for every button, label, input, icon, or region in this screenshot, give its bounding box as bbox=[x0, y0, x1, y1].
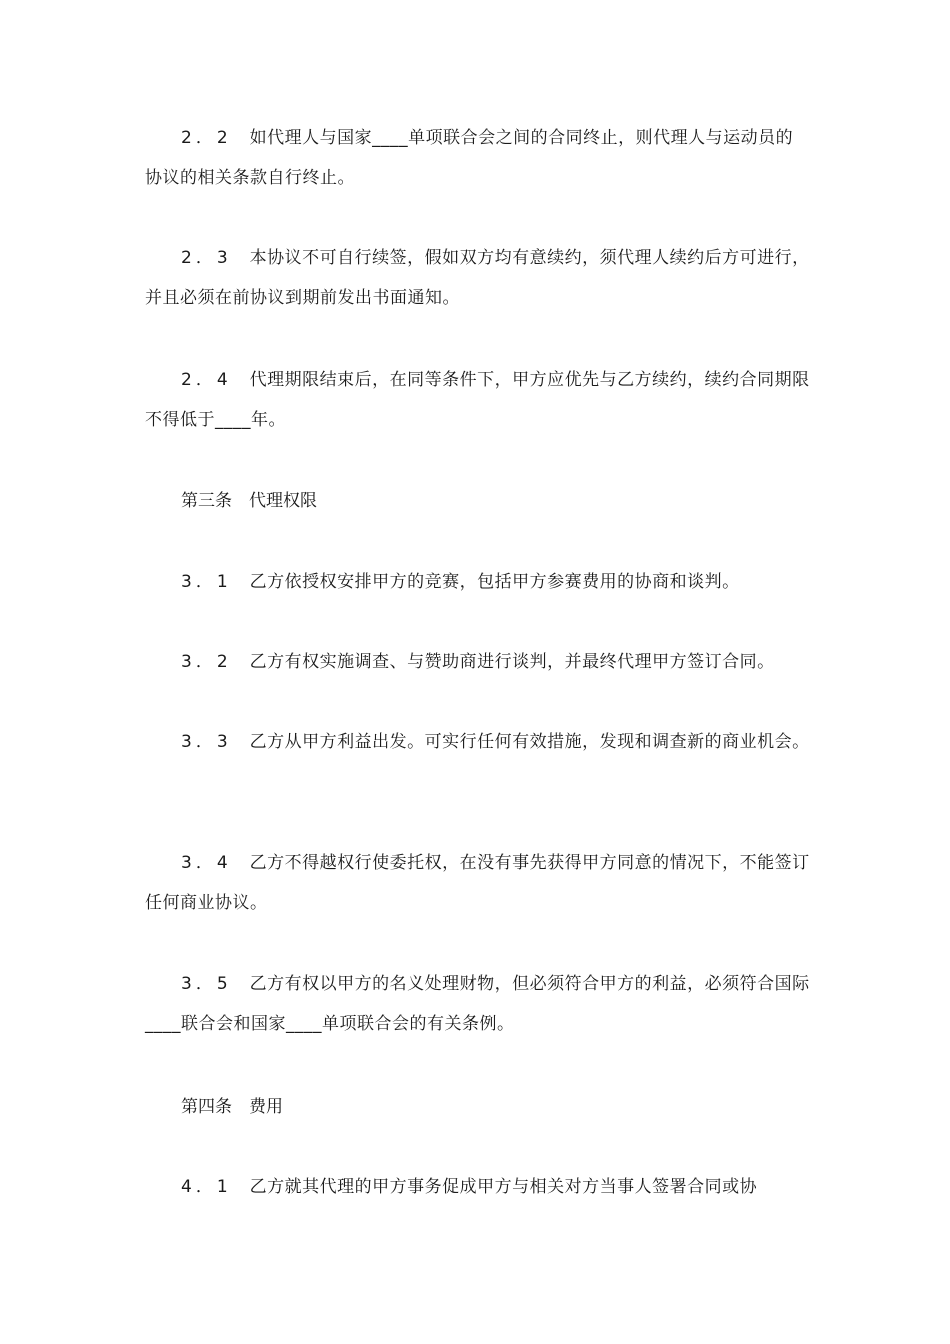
clause-text: 本协议不可自行续签，假如双方均有意续约，须代理人续约后方可进行，并且必须在前协议到期前发出书面通知。 bbox=[145, 248, 810, 308]
section-heading-4: 第四条 费用 bbox=[181, 1097, 283, 1117]
clause-3-1 bbox=[145, 562, 810, 602]
clause-number: 4．1 bbox=[181, 1177, 232, 1197]
clause-text: 乙方不得越权行使委托权，在没有事先获得甲方同意的情况下，不能签订任何商业协议。 bbox=[145, 853, 810, 913]
clause-number: 3．1 bbox=[181, 572, 232, 592]
clause-number: 2．3 bbox=[181, 248, 232, 268]
clause-3-2 bbox=[145, 642, 810, 682]
clause-number: 3．5 bbox=[181, 974, 232, 994]
clause-number: 2．2 bbox=[181, 128, 232, 148]
clause-number: 3．2 bbox=[181, 652, 232, 672]
clause-text: 乙方有权以甲方的名义处理财物，但必须符合甲方的利益，必须符合国际____联合会和国家____单项联合会的有关条例。 bbox=[145, 974, 810, 1034]
clause-text: 代理期限结束后，在同等条件下，甲方应优先与乙方续约，续约合同期限不得低于____年。 bbox=[145, 370, 810, 430]
clause-3-5 bbox=[145, 964, 810, 1044]
clause-3-4 bbox=[145, 843, 810, 923]
clause-number: 2．4 bbox=[181, 370, 232, 390]
clause-text: 乙方从甲方利益出发。可实行任何有效措施，发现和调查新的商业机会。 bbox=[249, 732, 810, 752]
clause-2-2 bbox=[145, 118, 810, 198]
clause-number: 3．4 bbox=[181, 853, 232, 873]
section-heading-3: 第三条 代理权限 bbox=[181, 491, 317, 511]
clause-2-4 bbox=[145, 360, 810, 440]
clause-text: 如代理人与国家____单项联合会之间的合同终止，则代理人与运动员的协议的相关条款自行终止。 bbox=[145, 128, 794, 188]
clause-text: 乙方就其代理的甲方事务促成甲方与相关对方当事人签署合同或协 bbox=[249, 1177, 758, 1197]
clause-number: 3．3 bbox=[181, 732, 232, 752]
clause-text: 乙方有权实施调查、与赞助商进行谈判，并最终代理甲方签订合同。 bbox=[249, 652, 775, 672]
clause-2-3 bbox=[145, 238, 810, 318]
clause-text: 乙方依授权安排甲方的竞赛，包括甲方参赛费用的协商和谈判。 bbox=[249, 572, 740, 592]
clause-3-3 bbox=[145, 722, 810, 762]
clause-4-1 bbox=[145, 1167, 810, 1207]
